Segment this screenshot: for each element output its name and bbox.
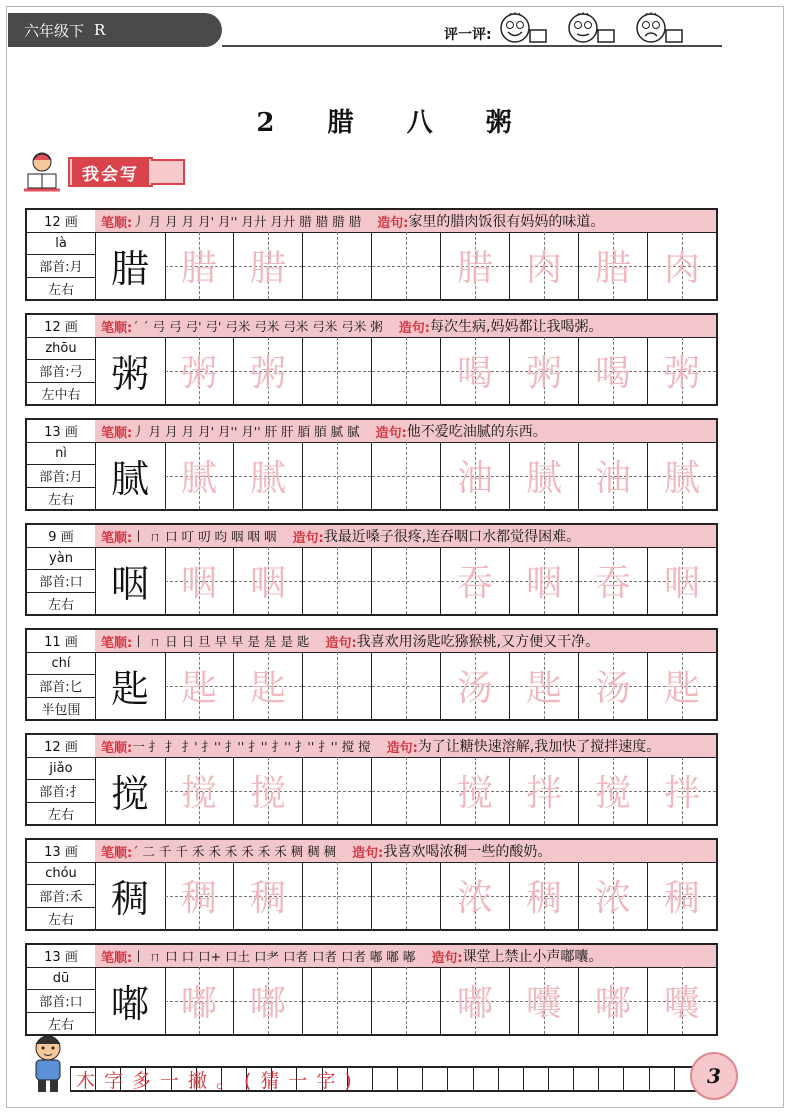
writing-cell[interactable] [303, 442, 372, 509]
stroke-count: 9 画 [27, 525, 95, 548]
writing-cell[interactable] [510, 232, 579, 299]
tracing-grid [165, 442, 716, 509]
writing-cell[interactable] [579, 862, 648, 929]
trace-char: 浓 [594, 878, 631, 919]
writing-cell[interactable] [234, 757, 303, 824]
trace-char: 稠 [663, 878, 700, 919]
trace-char: 稠 [180, 878, 217, 919]
trace-char: 腻 [525, 458, 562, 499]
trace-char: 囔 [525, 983, 562, 1024]
writing-cell[interactable] [579, 232, 648, 299]
strokes-tag: 笔顺: [101, 425, 133, 441]
neutral-face-icon[interactable] [566, 10, 624, 44]
trace-char: 咽 [525, 563, 562, 604]
trace-char: 油 [594, 458, 631, 499]
pinyin: nì [27, 443, 95, 466]
writing-cell[interactable] [441, 652, 510, 719]
writing-cell[interactable] [234, 442, 303, 509]
writing-cell[interactable] [372, 547, 441, 614]
writing-cell[interactable] [165, 967, 234, 1034]
stroke-sentence-strip [95, 630, 716, 653]
stroke-order: ˊ 二 千 千 禾 禾 禾 禾 禾 禾 稠 稠 稠 [132, 844, 337, 859]
pinyin: yàn [27, 548, 95, 571]
stroke-order: ˊ ˊ 弓 弓 弓' 弓' 弓米 弓米 弓米 弓米 弓米 粥 [132, 319, 383, 334]
sad-face-icon[interactable] [634, 10, 692, 44]
char-info [27, 735, 96, 824]
stroke-sentence-strip [95, 945, 716, 968]
writing-cell[interactable] [510, 337, 579, 404]
writing-cell[interactable] [234, 967, 303, 1034]
trace-char: 腻 [249, 458, 286, 499]
practice-block [25, 208, 718, 301]
writing-cell[interactable] [372, 652, 441, 719]
radical: 部首:匕 [27, 675, 95, 698]
riddle-cell [524, 1068, 549, 1090]
practice-block [25, 418, 718, 511]
section-header [18, 150, 185, 194]
trace-char: 匙 [180, 668, 217, 709]
trace-char: 肉 [525, 248, 562, 289]
stroke-order: 丨 ㄇ 口 口 口+ 口土 口耂 口者 口者 口者 嘟 嘟 嘟 [132, 949, 416, 964]
writing-cell[interactable] [579, 442, 648, 509]
writing-cell[interactable] [648, 337, 716, 404]
trace-char: 咽 [249, 563, 286, 604]
riddle-cell [423, 1068, 448, 1090]
strokes-tag: 笔顺: [101, 845, 133, 861]
lesson-title: 2 腊 八 粥 [256, 108, 534, 138]
structure: 左右 [47, 492, 74, 508]
tracing-grid [165, 547, 716, 614]
strokes-tag: 笔顺: [101, 740, 133, 756]
sentence-tag: 造句: [377, 215, 409, 231]
trace-char: 搅 [180, 773, 217, 814]
model-character: 稠 [95, 862, 166, 929]
trace-char: 吞 [456, 563, 493, 604]
stroke-count: 13 画 [27, 420, 95, 443]
trace-char: 粥 [180, 353, 217, 394]
riddle-cell [650, 1068, 675, 1090]
strokes-tag: 笔顺: [101, 320, 133, 336]
model-character: 咽 [95, 547, 166, 614]
writing-cell[interactable] [165, 757, 234, 824]
pinyin: chóu [27, 863, 95, 886]
trace-char: 腊 [180, 248, 217, 289]
writing-cell[interactable] [441, 757, 510, 824]
example-sentence: 每次生病,妈妈都让我喝粥。 [430, 319, 603, 335]
riddle-cell [599, 1068, 624, 1090]
model-character: 嘟 [95, 967, 166, 1034]
stroke-sentence-strip [95, 840, 716, 863]
trace-char: 嘟 [594, 983, 631, 1024]
writing-cell[interactable] [165, 232, 234, 299]
trace-char: 拌 [525, 773, 562, 814]
trace-char: 搅 [594, 773, 631, 814]
strokes-tag: 笔顺: [101, 215, 133, 231]
trace-char: 粥 [249, 353, 286, 394]
writing-cell[interactable] [579, 337, 648, 404]
practice-block [25, 838, 718, 931]
writing-cell[interactable] [303, 547, 372, 614]
sentence-tag: 造句: [325, 635, 357, 651]
mascot-thinking-icon [24, 1032, 72, 1094]
stroke-count: 12 画 [27, 735, 95, 758]
writing-cell[interactable] [648, 652, 716, 719]
structure: 半包围 [41, 702, 81, 718]
writing-cell[interactable] [441, 232, 510, 299]
riddle-cell [448, 1068, 473, 1090]
writing-cell[interactable] [303, 862, 372, 929]
char-info [27, 525, 96, 614]
writing-cell[interactable] [303, 652, 372, 719]
radical: 部首:口 [27, 570, 95, 593]
structure: 左右 [47, 597, 74, 613]
trace-char: 嘟 [249, 983, 286, 1024]
riddle-cell [499, 1068, 524, 1090]
writing-cell[interactable] [165, 337, 234, 404]
trace-char: 拌 [663, 773, 700, 814]
trace-char: 嘟 [180, 983, 217, 1024]
model-character: 匙 [95, 652, 166, 719]
writing-cell[interactable] [234, 547, 303, 614]
sentence-tag: 造句: [386, 740, 418, 756]
tracing-grid [165, 862, 716, 929]
writing-cell[interactable] [303, 232, 372, 299]
trace-char: 肉 [663, 248, 700, 289]
writing-cell[interactable] [372, 337, 441, 404]
practice-block [25, 523, 718, 616]
char-info [27, 315, 96, 404]
char-info [27, 210, 96, 299]
trace-char: 腻 [663, 458, 700, 499]
writing-cell[interactable] [441, 967, 510, 1034]
practice-block [25, 628, 718, 721]
stroke-order: 一 扌 扌 扌' 扌'' 扌'' 扌'' 扌'' 扌'' 扌'' 搅 搅 [132, 739, 371, 754]
practice-block [25, 313, 718, 406]
char-info [27, 630, 96, 719]
example-sentence: 为了让糖快速溶解,我加快了搅拌速度。 [417, 739, 661, 755]
header-rule [222, 45, 722, 47]
stroke-sentence-strip [95, 315, 716, 338]
writing-cell[interactable] [510, 862, 579, 929]
trace-char: 搅 [456, 773, 493, 814]
riddle-cell [474, 1068, 499, 1090]
writing-cell[interactable] [165, 862, 234, 929]
pinyin: dū [27, 968, 95, 991]
char-info [27, 840, 96, 929]
strokes-tag: 笔顺: [101, 950, 133, 966]
tracing-grid [165, 337, 716, 404]
writing-cell[interactable] [372, 862, 441, 929]
sentence-tag: 造句: [375, 425, 407, 441]
writing-cell[interactable] [441, 547, 510, 614]
structure: 左右 [47, 807, 74, 823]
writing-cell[interactable] [648, 757, 716, 824]
trace-char: 匙 [525, 668, 562, 709]
sentence-tag: 造句: [431, 950, 463, 966]
trace-char: 油 [456, 458, 493, 499]
writing-cell[interactable] [372, 757, 441, 824]
section-label: 我会写 [72, 158, 149, 187]
writing-cell[interactable] [648, 547, 716, 614]
trace-char: 腊 [249, 248, 286, 289]
trace-char: 喝 [456, 353, 493, 394]
trace-char: 嘟 [456, 983, 493, 1024]
grade-banner [8, 13, 222, 47]
edition-label: R [94, 21, 106, 39]
strokes-tag: 笔顺: [101, 530, 133, 546]
writing-cell[interactable] [372, 967, 441, 1034]
trace-char: 稠 [525, 878, 562, 919]
stroke-count: 13 画 [27, 840, 95, 863]
section-label-tail [151, 159, 185, 185]
trace-char: 匙 [663, 668, 700, 709]
trace-char: 粥 [525, 353, 562, 394]
writing-cell[interactable] [441, 337, 510, 404]
pinyin: là [27, 233, 95, 256]
writing-cell[interactable] [234, 862, 303, 929]
radical: 部首:月 [27, 465, 95, 488]
tracing-grid [165, 652, 716, 719]
trace-char: 汤 [594, 668, 631, 709]
model-character: 腻 [95, 442, 166, 509]
stroke-order: 丿 月 月 月 月' 月'' 月'' 肝 肝 脜 脜 腻 腻 [132, 424, 360, 439]
writing-cell[interactable] [648, 862, 716, 929]
writing-cell[interactable] [303, 337, 372, 404]
strokes-tag: 笔顺: [101, 635, 133, 651]
writing-cell[interactable] [579, 652, 648, 719]
writing-cell[interactable] [648, 232, 716, 299]
riddle-cell [574, 1068, 599, 1090]
self-rating [444, 10, 702, 44]
writing-cell[interactable] [579, 757, 648, 824]
writing-cell[interactable] [579, 547, 648, 614]
writing-cell[interactable] [510, 442, 579, 509]
page-number: 3 [690, 1052, 738, 1100]
sentence-tag: 造句: [292, 530, 324, 546]
example-sentence: 他不爱吃油腻的东西。 [406, 424, 547, 440]
writing-cell[interactable] [648, 967, 716, 1034]
stroke-count: 11 画 [27, 630, 95, 653]
section-label-box [68, 157, 153, 187]
trace-char: 搅 [249, 773, 286, 814]
riddle-cell [398, 1068, 423, 1090]
radical: 部首:月 [27, 255, 95, 278]
char-info [27, 945, 96, 1034]
writing-cell[interactable] [510, 547, 579, 614]
riddle-footer [24, 1032, 744, 1102]
stroke-count: 13 画 [27, 945, 95, 968]
writing-cell[interactable] [234, 652, 303, 719]
trace-char: 浓 [456, 878, 493, 919]
stroke-order: 丿 月 月 月 月' 月'' 月廾 月廾 腊 腊 腊 腊 [132, 214, 362, 229]
example-sentence: 家里的腊肉饭很有妈妈的味道。 [408, 214, 605, 230]
trace-char: 喝 [594, 353, 631, 394]
writing-cell[interactable] [303, 967, 372, 1034]
practice-block [25, 733, 718, 826]
writing-cell[interactable] [372, 442, 441, 509]
writing-cell[interactable] [510, 652, 579, 719]
riddle-cell [549, 1068, 574, 1090]
example-sentence: 我喜欢用汤匙吃猕猴桃,又方便又干净。 [356, 634, 600, 650]
trace-char: 汤 [456, 668, 493, 709]
tracing-grid [165, 757, 716, 824]
writing-cell[interactable] [510, 967, 579, 1034]
riddle-text: 木字多一撇。(猜一字) [76, 1069, 361, 1092]
writing-cell[interactable] [234, 337, 303, 404]
model-character: 粥 [95, 337, 166, 404]
riddle-cell [373, 1068, 398, 1090]
stroke-sentence-strip [95, 420, 716, 443]
radical: 部首:扌 [27, 780, 95, 803]
stroke-sentence-strip [95, 525, 716, 548]
writing-cell[interactable] [441, 442, 510, 509]
radical: 部首:口 [27, 990, 95, 1013]
writing-cell[interactable] [579, 967, 648, 1034]
example-sentence: 我最近嗓子很疼,连吞咽口水都觉得困难。 [323, 529, 581, 545]
structure: 左右 [47, 1017, 74, 1033]
radical: 部首:禾 [27, 885, 95, 908]
model-character: 腊 [95, 232, 166, 299]
trace-char: 粥 [663, 353, 700, 394]
trace-char: 稠 [249, 878, 286, 919]
rating-label: 评一评: [444, 27, 492, 43]
trace-char: 咽 [180, 563, 217, 604]
practice-block [25, 943, 718, 1036]
happy-face-icon[interactable] [498, 10, 556, 44]
trace-char: 腻 [180, 458, 217, 499]
tracing-grid [165, 232, 716, 299]
writing-cell[interactable] [165, 547, 234, 614]
pinyin: jiǎo [27, 758, 95, 781]
trace-char: 吞 [594, 563, 631, 604]
riddle-cell [624, 1068, 649, 1090]
structure: 左右 [47, 282, 74, 298]
grade-label: 六年级下 [24, 21, 85, 40]
trace-char: 匙 [249, 668, 286, 709]
sentence-tag: 造句: [352, 845, 384, 861]
stroke-sentence-strip [95, 735, 716, 758]
stroke-count: 12 画 [27, 210, 95, 233]
trace-char: 咽 [663, 563, 700, 604]
stroke-order: 丨 ㄇ 日 日 旦 早 早 是 是 是 匙 [132, 634, 310, 649]
writing-cell[interactable] [648, 442, 716, 509]
radical: 部首:弓 [27, 360, 95, 383]
trace-char: 腊 [456, 248, 493, 289]
writing-cell[interactable] [441, 862, 510, 929]
pinyin: zhōu [27, 338, 95, 361]
writing-cell[interactable] [372, 232, 441, 299]
trace-char: 囔 [663, 983, 700, 1024]
writing-cell[interactable] [303, 757, 372, 824]
writing-cell[interactable] [165, 652, 234, 719]
writing-cell[interactable] [234, 232, 303, 299]
example-sentence: 我喜欢喝浓稠一些的酸奶。 [383, 844, 552, 860]
char-info [27, 420, 96, 509]
stroke-count: 12 画 [27, 315, 95, 338]
model-character: 搅 [95, 757, 166, 824]
pinyin: chí [27, 653, 95, 676]
writing-cell[interactable] [510, 757, 579, 824]
structure: 左右 [47, 912, 74, 928]
mascot-reading-icon [18, 150, 66, 194]
trace-char: 腊 [594, 248, 631, 289]
structure: 左中右 [41, 387, 81, 403]
stroke-sentence-strip [95, 210, 716, 233]
stroke-order: 丨 ㄇ 口 叮 叨 呁 咽 咽 咽 [132, 529, 277, 544]
writing-cell[interactable] [165, 442, 234, 509]
example-sentence: 课堂上禁止小声嘟囔。 [462, 949, 603, 965]
tracing-grid [165, 967, 716, 1034]
sentence-tag: 造句: [398, 320, 430, 336]
